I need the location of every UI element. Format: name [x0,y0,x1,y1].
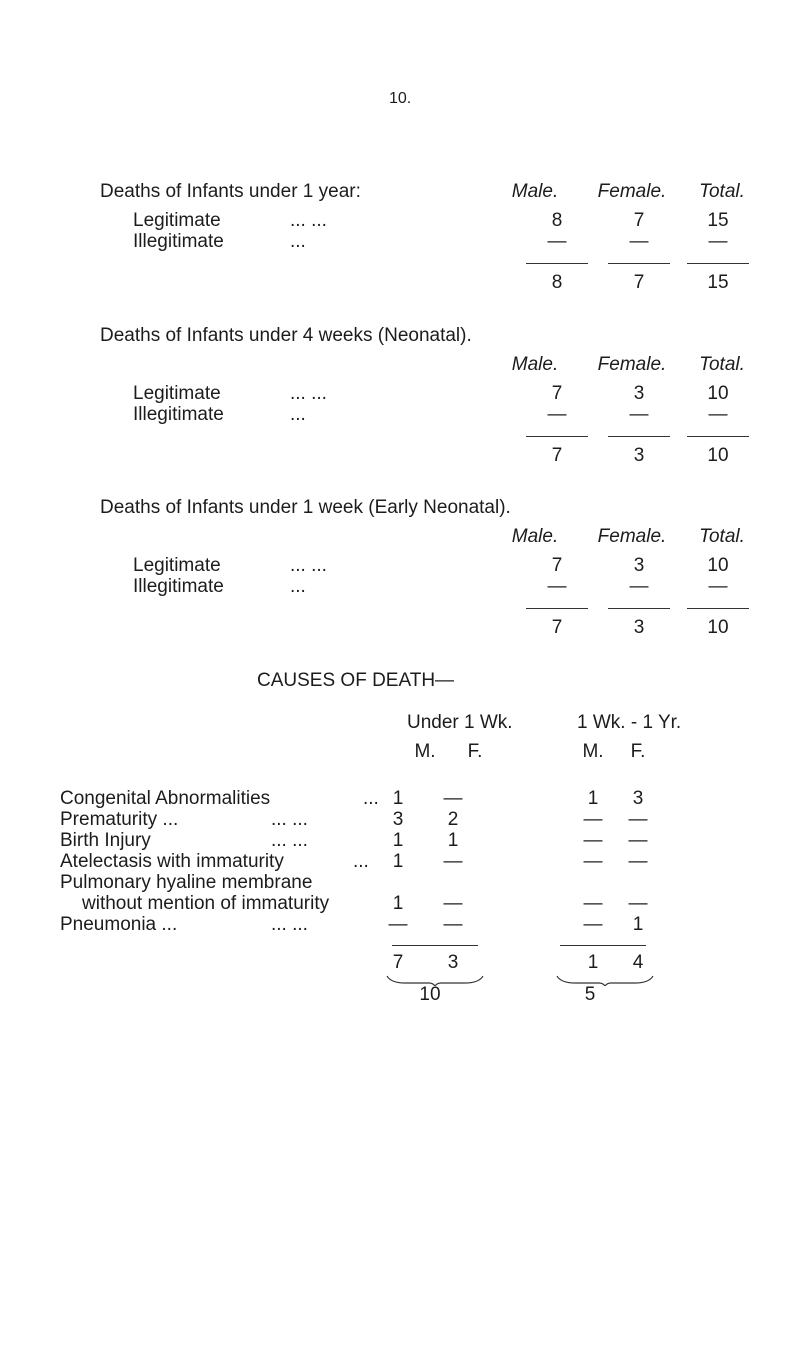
section-1-total-female: 7 [633,272,645,293]
section-3-col-total: Total. [699,526,745,547]
section-2-illegitimate-female: — [629,404,649,425]
causes-sub-f-1: F. [467,741,483,762]
section-3-legitimate-female: 3 [633,555,645,576]
section-1-col-female: Female. [597,181,667,202]
cause-prematurity-over-m: — [583,809,603,830]
causes-rule-over [560,945,646,946]
cause-pulmonary-over-m: — [583,893,603,914]
causes-sub-f-2: F. [630,741,646,762]
cause-pneumonia-over-m: — [583,914,603,935]
section-1-row-illegitimate-leader: ... [290,231,306,252]
cause-leader-congenital: ... [363,788,379,809]
section-2-heading: Deaths of Infants under 4 weeks (Neonatal). [100,325,472,346]
section-3-rule-male [526,608,588,609]
cause-label-prematurity: Prematurity ... [60,809,179,830]
cause-label-pneumonia: Pneumonia ... [60,914,178,935]
causes-total-under-m: 7 [392,952,404,973]
section-2-col-female: Female. [597,354,667,375]
cause-birth-injury-over-f: — [628,830,648,851]
cause-atelectasis-over-m: — [583,851,603,872]
cause-congenital-under-f: — [443,788,463,809]
section-1-illegitimate-female: — [629,231,649,252]
section-2-legitimate-total: 10 [707,383,729,404]
section-3-legitimate-total: 10 [707,555,729,576]
cause-birth-injury-under-m: 1 [392,830,404,851]
cause-pneumonia-under-f: — [443,914,463,935]
section-3-rule-total [687,608,749,609]
section-1-illegitimate-male: — [547,231,567,252]
section-1-legitimate-female: 7 [633,210,645,231]
section-1-rule-male [526,263,588,264]
section-3-legitimate-male: 7 [551,555,563,576]
section-1-legitimate-male: 8 [551,210,563,231]
causes-heading: CAUSES OF DEATH— [257,670,455,691]
causes-rule-under [392,945,478,946]
section-1-total-male: 8 [551,272,563,293]
cause-pulmonary-under-m: 1 [392,893,404,914]
section-1-row-illegitimate-label: Illegitimate [133,231,224,252]
section-3-illegitimate-male: — [547,576,567,597]
causes-sub-m-2: M. [582,741,604,762]
section-3-row-illegitimate-leader: ... [290,576,306,597]
section-3-row-legitimate-label: Legitimate [133,555,221,576]
cause-atelectasis-over-f: — [628,851,648,872]
section-3-heading: Deaths of Infants under 1 week (Early Neonatal). [100,497,511,518]
cause-birth-injury-over-m: — [583,830,603,851]
section-2-legitimate-female: 3 [633,383,645,404]
cause-leader-prematurity: ... ... [271,809,308,830]
cause-congenital-under-m: 1 [392,788,404,809]
causes-sub-m-1: M. [414,741,436,762]
causes-total-under-f: 3 [447,952,459,973]
section-2-row-legitimate-label: Legitimate [133,383,221,404]
section-1-legitimate-total: 15 [707,210,729,231]
section-1-heading: Deaths of Infants under 1 year: [100,181,361,202]
section-3-total-female: 3 [633,617,645,638]
cause-leader-pneumonia: ... ... [271,914,308,935]
section-1-col-male: Male. [511,181,559,202]
section-2-col-male: Male. [511,354,559,375]
section-2-total-female: 3 [633,445,645,466]
section-1-rule-total [687,263,749,264]
section-2-illegitimate-total: — [708,404,728,425]
section-1-row-legitimate-leader: ... ... [290,210,327,231]
cause-prematurity-over-f: — [628,809,648,830]
cause-pulmonary-under-f: — [443,893,463,914]
cause-congenital-over-m: 1 [587,788,599,809]
section-3-row-legitimate-leader: ... ... [290,555,327,576]
causes-group-under-1-wk: Under 1 Wk. [407,712,513,733]
causes-group-1-wk-1-yr: 1 Wk. - 1 Yr. [577,712,682,733]
section-2-row-illegitimate-label: Illegitimate [133,404,224,425]
section-1-illegitimate-total: — [708,231,728,252]
section-2-rule-male [526,436,588,437]
causes-total-over-f: 4 [632,952,644,973]
section-3-rule-female [608,608,670,609]
section-3-illegitimate-female: — [629,576,649,597]
section-1-total-total: 15 [707,272,729,293]
cause-pulmonary-over-f: — [628,893,648,914]
cause-leader-birth-injury: ... ... [271,830,308,851]
cause-label-congenital: Congenital Abnormalities [60,788,271,809]
causes-group-total-under: 10 [419,984,441,1005]
section-1-col-total: Total. [699,181,745,202]
section-2-col-total: Total. [699,354,745,375]
section-1-row-legitimate-label: Legitimate [133,210,221,231]
section-2-rule-female [608,436,670,437]
cause-prematurity-under-m: 3 [392,809,404,830]
section-3-col-female: Female. [597,526,667,547]
section-3-col-male: Male. [511,526,559,547]
cause-prematurity-under-f: 2 [447,809,459,830]
section-3-illegitimate-total: — [708,576,728,597]
section-2-row-illegitimate-leader: ... [290,404,306,425]
section-3-total-male: 7 [551,617,563,638]
causes-total-over-m: 1 [587,952,599,973]
section-2-legitimate-male: 7 [551,383,563,404]
cause-atelectasis-under-m: 1 [392,851,404,872]
cause-birth-injury-under-f: 1 [447,830,459,851]
page-number: 10. [389,90,412,107]
cause-pneumonia-under-m: — [388,914,408,935]
cause-atelectasis-under-f: — [443,851,463,872]
causes-group-total-over: 5 [584,984,596,1005]
cause-congenital-over-f: 3 [632,788,644,809]
section-2-rule-total [687,436,749,437]
section-2-total-total: 10 [707,445,729,466]
section-2-total-male: 7 [551,445,563,466]
section-2-row-legitimate-leader: ... ... [290,383,327,404]
section-2-illegitimate-male: — [547,404,567,425]
section-3-total-total: 10 [707,617,729,638]
cause-pneumonia-over-f: 1 [632,914,644,935]
section-3-row-illegitimate-label: Illegitimate [133,576,224,597]
cause-label-birth-injury: Birth Injury [60,830,151,851]
cause-label-pulmonary: Pulmonary hyaline membrane [60,872,313,893]
cause-leader-atelectasis: ... [353,851,369,872]
section-1-rule-female [608,263,670,264]
cause-label-atelectasis: Atelectasis with immaturity [60,851,284,872]
cause-label-without-mention: without mention of immaturity [82,893,330,914]
